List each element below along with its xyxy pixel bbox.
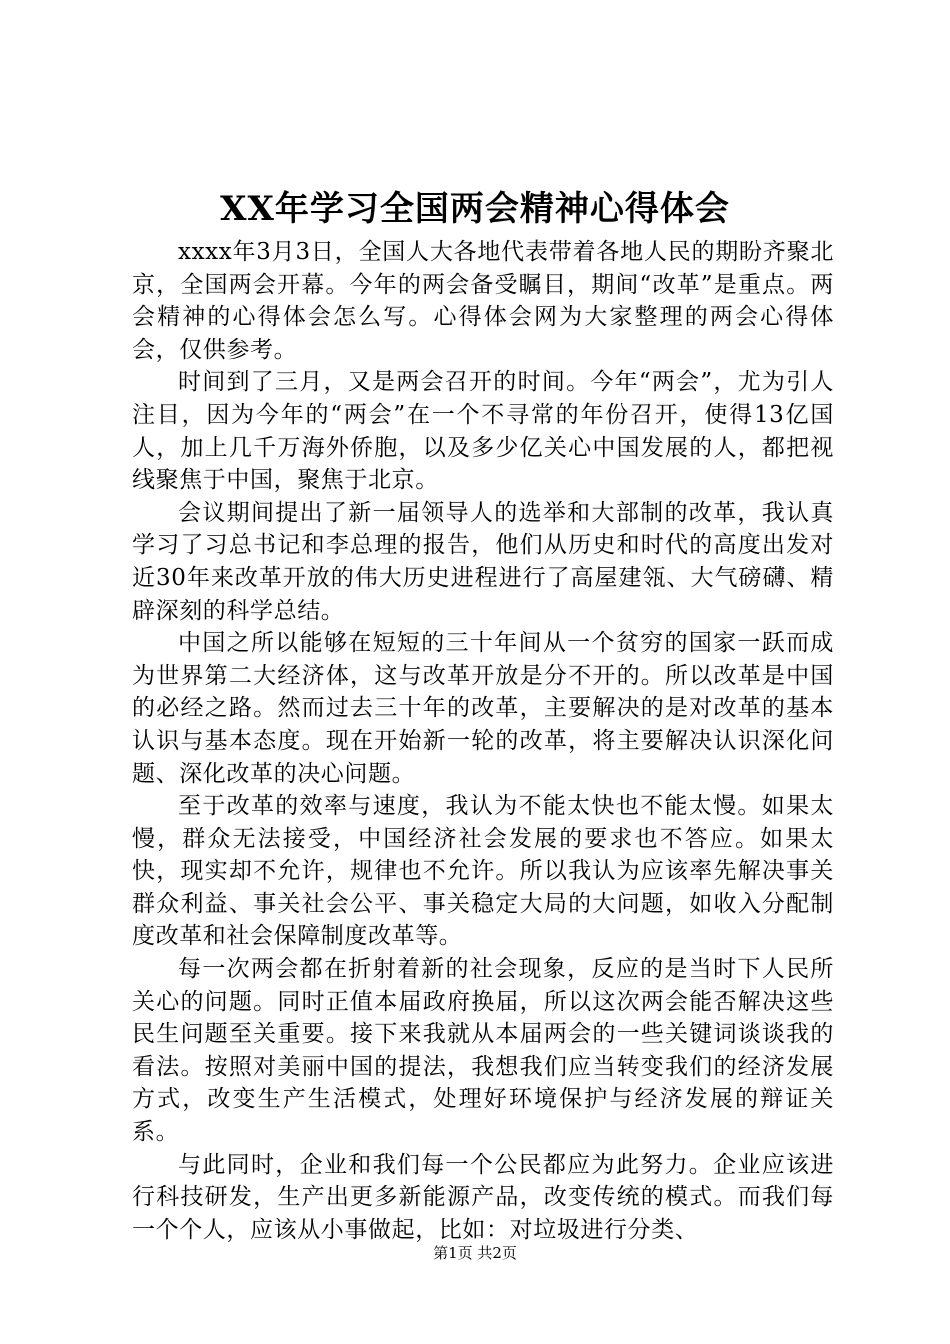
paragraph: 会议期间提出了新一届领导人的选举和大部制的改革，我认真学习了习总书记和李总理的报告，他们从历史和时代的高度出发对近30年来改革开放的伟大历史进程进行了高屋建瓴、大气磅礴、精辟深刻的科学总结。 xyxy=(132,499,834,624)
paragraph: 至于改革的效率与速度，我认为不能太快也不能太慢。如果太慢，群众无法接受，中国经济社会发展的要求也不答应。如果太快，现实却不允许，规律也不允许。所以我认为应该率先解决事关群众利益、事关社会公平、事关稳定大局的大问题，如收入分配制度改革和社会保障制度改革等。 xyxy=(132,793,834,950)
paragraph: 与此同时，企业和我们每一个公民都应为此努力。企业应该进行科技研发，生产出更多新能源产品，改变传统的模式。而我们每一个个人，应该从小事做起，比如：对垃圾进行分类、 xyxy=(132,1151,834,1243)
page-footer: 第1页 共2页 xyxy=(433,1244,517,1262)
document-title: XX年学习全国两会精神心得体会 xyxy=(220,189,730,229)
paragraph: xxxx年3月3日，全国人大各地代表带着各地人民的期盼齐聚北京，全国两会开幕。今年的两会备受瞩目，期间“改革”是重点。两会精神的心得体会怎么写。心得体会网为大家整理的两会心得体会，仅供参考。 xyxy=(132,239,834,363)
paragraph: 中国之所以能够在短短的三十年间从一个贫穷的国家一跃而成为世界第二大经济体，这与改革开放是分不开的。所以改革是中国的必经之路。然而过去三十年的改革，主要解决的是对改革的基本认识与基本态度。现在开始新一轮的改革，将主要解决认识深化问题、深化改革的决心问题。 xyxy=(132,630,834,787)
document-body xyxy=(132,236,834,1246)
paragraph: 时间到了三月，又是两会召开的时间。今年“两会”，尤为引人注目，因为今年的“两会”在一个不寻常的年份召开，使得13亿国人，加上几千万海外侨胞，以及多少亿关心中国发展的人，都把视线聚焦于中国，聚焦于北京。 xyxy=(132,369,834,494)
paragraph: 每一次两会都在折射着新的社会现象，反应的是当时下人民所关心的问题。同时正值本届政府换届，所以这次两会能否解决这些民生问题至关重要。接下来我就从本届两会的一些关键词谈谈我的看法。按照对美丽中国的提法，我想我们应当转变我们的经济发展方式，改变生产生活模式，处理好环境保护与经济发展的辩证关系。 xyxy=(132,956,834,1146)
